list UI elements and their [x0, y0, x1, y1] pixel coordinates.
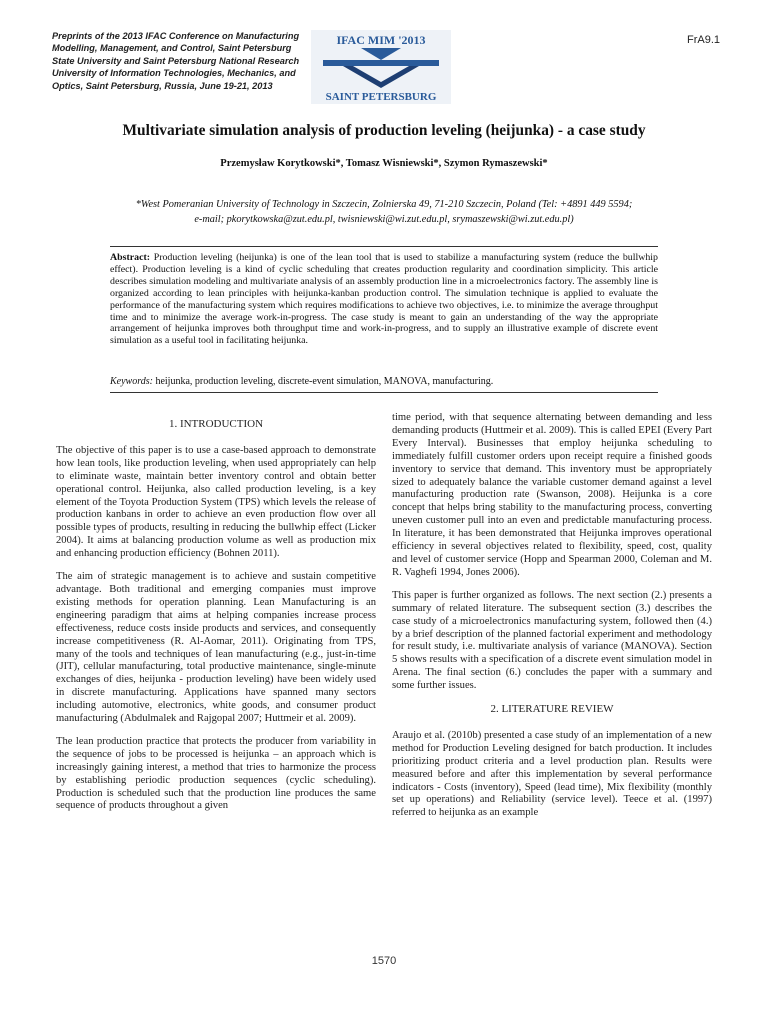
logo-bridge-deck — [323, 60, 439, 66]
keywords-text: heijunka, production leveling, discrete-event simulation, MANOVA, manufacturing. — [152, 376, 494, 387]
paragraph: The objective of this paper is to use a case-based approach to demonstrate how lean tools, like production leveling, when used appropriately can help to eliminate waste, maintain better inventory control and obtain better operational control. Heijunka, also called production leveling, is a key element of the Toyota Production System (TPS) which levels the release of production kanbans in order to achieve an even production flow over all possible types of products, resulting in reducing the bullwhip effect (Licker 2004). It aims at balancing production volume as well as production mix and enhancing production efficiency (Bohnen 2011). — [56, 444, 376, 560]
paragraph: time period, with that sequence alternating between demanding and less demanding products (Huttmeir et al. 2009). This is called EPEI (Every Part Every Interval). Businesses that employ heijunka scheduling to immediately fulfill customer orders upon receipt require a finished goods inventory to service that demand. This inventory must be appropriately sized to adequately balance the variable customer demand against a level manufacturing production rate (Swanson, 2008). Heijunka is a core concept that helps bring stability to the manufacturing process, converting uneven customer pull into an even and predictable manufacturing process. In literature, it has been demonstrated that Heijunka improves operational efficiency in several objectives related to flexibility, speed, cost, quality and level of customer service (Hopp and Spearman 2000, Coleman and M. R. Vaghefi 1994, Jones 2006). — [392, 412, 712, 578]
conference-line: State University and Saint Petersburg National Research — [52, 55, 300, 66]
page-number: 1570 — [371, 955, 397, 967]
abstract-top-rule — [110, 246, 658, 247]
logo-top-text: IFAC MIM '2013 — [336, 33, 426, 47]
paragraph: This paper is further organized as follows. The next section (2.) presents a summary of related literature. The subsequent section (3.) describes the case study of a microelectronics manufacturing system, followed then (4.) by a brief description of the planned factorial experiment and methodology for result study, i.e. multivariate analysis of variance (MANOVA). Section 5 shows results with a specification of a discrete event simulation model in Arena. The final section (6.) concludes the paper with a summary and some further issues. — [392, 589, 712, 692]
paragraph: Araujo et al. (2010b) presented a case study of an implementation of a new method for Production Leveling designed for batch production. It includes prioritizing product criteria and a level production plan. Results were measured before and after this implementation by several performance indicators - Costs (inventory), Speed (lead time), Mix flexibility (monthly set up operations) and Reliability (service level). Teece et al. (1997) referred to heijunka as an example — [392, 729, 712, 819]
affiliation-line: *West Pomeranian University of Technology in Szczecin, Zolnierska 49, 71-210 Szczecin, Poland (Tel: +4891 449 5594; — [135, 199, 633, 210]
affiliation-line: e-mail; pkorytkowska@zut.edu.pl, twisniewski@wi.zut.edu.pl, srymaszewski@wi.zut.edu.pl) — [194, 213, 574, 225]
paragraph: The lean production practice that protects the producer from variability in the sequence of jobs to be processed is heijunka – an approach which is increasingly gaining interest, a method that tries to harmonize the process by establishing periodic production sequences (cyclic scheduling). Production is scheduled such that the production line produces the same sequence of products throughout a given — [56, 735, 376, 812]
affiliation — [0, 198, 768, 227]
ifac-mim-logo — [311, 30, 451, 104]
paragraph: The aim of strategic management is to achieve and sustain competitive advantage. Both traditional and emerging companies must improve existing methods for operation planning. Lean Manufacturing is an engineering paradigm that aims at helping companies increase process effectiveness, reduce costs inside products and services, and consequently increase competitiveness (R. Al-Aomar, 2011). Originating from TPS, many of the tools and techniques of lean manufacturing (e.g., just-in-time (JIT), cellular manufacturing, total productive maintenance, single-minute exchanges of dies, heijunka - production leveling) have been widely used in discrete manufacturing. Applications have spanned many sectors including automotive, electronics, white goods, and consumer product manufacturing (Abdulmalek and Rajgopal 2007; Huttmeir et al. 2009). — [56, 571, 376, 725]
conference-line: University of Information Technologies, Mechanics, and — [52, 68, 296, 79]
logo-bottom-text: SAINT PETERSBURG — [325, 91, 437, 103]
left-column — [56, 412, 376, 823]
abstract — [110, 252, 658, 347]
paper-title: Multivariate simulation analysis of production leveling (heijunka) - a case study — [122, 122, 646, 139]
keywords — [110, 376, 658, 387]
conference-header — [52, 30, 327, 92]
abstract-bottom-rule — [110, 392, 658, 393]
section-heading-literature-review: 2. LITERATURE REVIEW — [490, 703, 614, 716]
abstract-label: Abstract: — [110, 252, 151, 263]
section-heading-introduction: 1. INTRODUCTION — [168, 418, 264, 430]
conference-line: Preprints of the 2013 IFAC Conference on Manufacturing — [52, 31, 300, 41]
right-column — [392, 412, 712, 830]
paper-code: FrA9.1 — [686, 34, 720, 46]
authors: Przemysław Korytkowski*, Tomasz Wisniewski*, Szymon Rymaszewski* — [220, 158, 548, 169]
conference-line: Modelling, Management, and Control, Saint Petersburg — [52, 43, 292, 54]
abstract-text: Production leveling (heijunka) is one of the lean tool that is used to stabilize a manufacturing system (reduce the bullwhip effect). Production leveling is a kind of cyclic scheduling that creates production regularity and coordination simplicity. This article describes simulation modeling and multivariate analysis of an assembly production line in a microelectronics factory. The assembly line is organized according to lean principles with heijunka-kanban production control. The simulation technique is applied to evaluate the performance of the manufacturing system which requires modifications to achieve two objectives, i.e. to minimize the average throughput time and to minimize the average work-in-progress. The case study is meant to gain an understanding of the way the appropriate arrangement of heijunka improves both throughput time and work-in-progress, and to supply an illustrative example of discrete event simulation as a useful tool in facilitating heijunka. — [110, 252, 658, 347]
keywords-label: Keywords: — [110, 376, 153, 387]
conference-line: Optics, Saint Petersburg, Russia, June 19-21, 2013 — [52, 80, 273, 91]
